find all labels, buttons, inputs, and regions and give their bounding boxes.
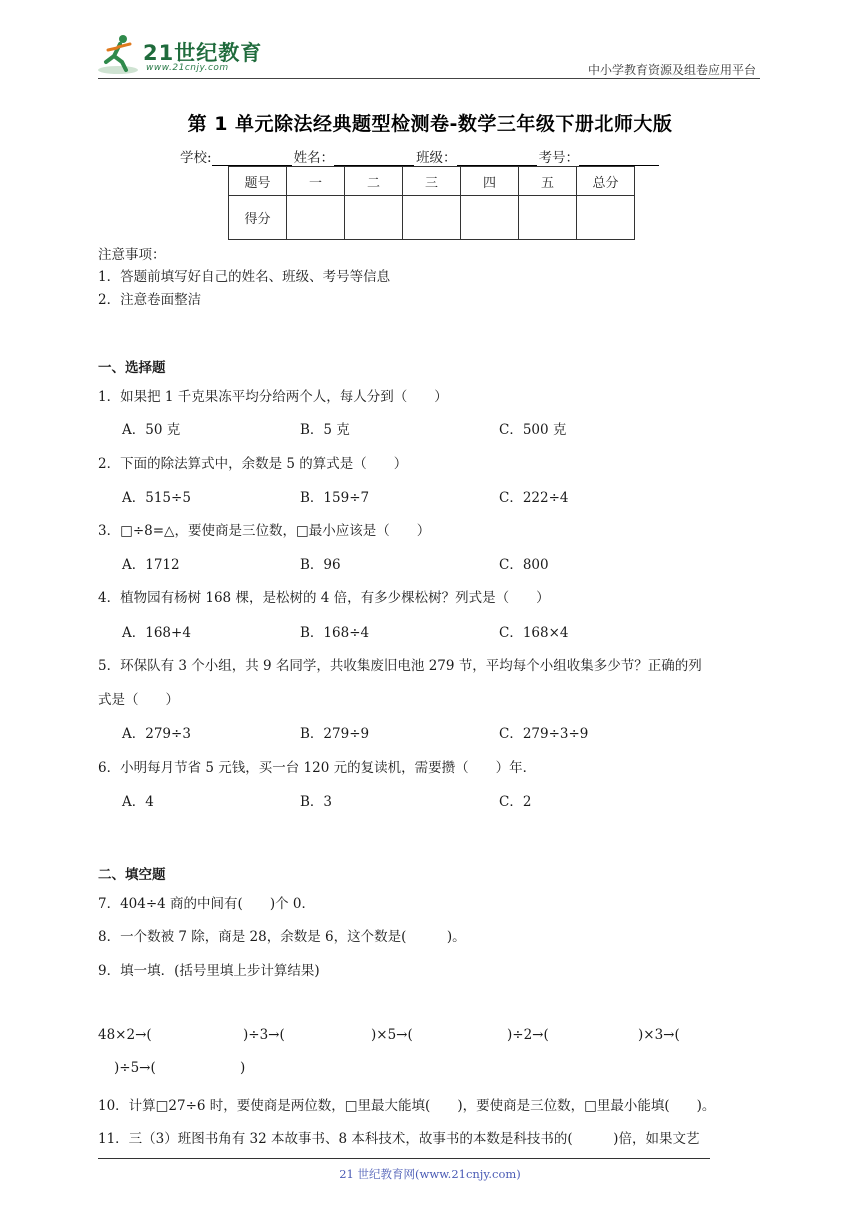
q2-option-c[interactable]: C．222÷4	[499, 490, 569, 506]
header-cell: 三	[403, 167, 461, 196]
question-6: 6．小明每月节省 5 元钱，买一台 120 元的复读机，需要攒（ ）年．	[98, 760, 537, 776]
question-1: 1．如果把 1 千克果冻平均分给两个人，每人分到（ ）	[98, 389, 448, 405]
q6-option-a[interactable]: A．4	[122, 794, 154, 810]
header-cell: 总分	[577, 167, 635, 196]
question-4: 4．植物园有杨树 168 棵，是松树的 4 倍，有多少棵松树？列式是（ ）	[98, 590, 550, 606]
q4-option-c[interactable]: C．168×4	[499, 625, 569, 641]
header-cell: 题号	[229, 167, 287, 196]
q6-option-c[interactable]: C．2	[499, 794, 532, 810]
student-info-row	[180, 146, 661, 166]
score-cell[interactable]	[577, 196, 635, 240]
note-item: 2．注意卷面整洁	[98, 292, 202, 308]
name-label: 姓名：	[293, 150, 335, 166]
score-cell[interactable]	[287, 196, 345, 240]
header-cell: 二	[345, 167, 403, 196]
q1-option-b[interactable]: B．5 克	[300, 422, 350, 438]
q3-option-c[interactable]: C．800	[499, 557, 549, 573]
section-title-choice: 一、选择题	[98, 360, 166, 376]
q5-option-a[interactable]: A．279÷3	[122, 726, 191, 742]
class-label: 班级：	[416, 150, 457, 166]
notes-title: 注意事项：	[98, 247, 166, 263]
score-table-score-row	[229, 196, 635, 240]
name-blank[interactable]	[334, 150, 414, 166]
logo-runner-icon	[96, 32, 144, 76]
note-item: 1．答题前填写好自己的姓名、班级、考号等信息	[98, 269, 391, 285]
q9-chain-step: )×5→(	[371, 1027, 413, 1043]
q9-chain-step: )÷3→(	[243, 1027, 285, 1043]
page-title: 第 1 单元除法经典题型检测卷-数学三年级下册北师大版	[187, 113, 673, 135]
score-cell[interactable]	[403, 196, 461, 240]
question-10: 10．计算□27÷6 时，要使商是两位数，□里最大能填( )，要使商是三位数，□里最小能填( )。	[98, 1098, 716, 1114]
logo-text: 21世纪教育	[143, 41, 263, 65]
q1-option-a[interactable]: A．50 克	[122, 422, 181, 438]
q4-option-b[interactable]: B．168÷4	[300, 625, 370, 641]
q1-option-c[interactable]: C．500 克	[499, 422, 567, 438]
header-divider	[98, 78, 760, 79]
question-2: 2．下面的除法算式中，余数是 5 的算式是（ ）	[98, 456, 408, 472]
q2-option-a[interactable]: A．515÷5	[122, 490, 191, 506]
header-cell: 四	[461, 167, 519, 196]
q9-chain-step: )	[240, 1060, 246, 1076]
header-platform-text: 中小学教育资源及组卷应用平台	[587, 63, 756, 77]
question-9: 9．填一填．(括号里填上步计算结果)	[98, 963, 320, 979]
question-8: 8．一个数被 7 除，商是 28，余数是 6，这个数是( )。	[98, 929, 466, 945]
question-11: 11．三（3）班图书角有 32 本故事书、8 本科技术，故事书的本数是科技书的( )倍，如果文艺	[98, 1131, 700, 1147]
score-cell[interactable]	[345, 196, 403, 240]
q9-chain-step: )÷2→(	[507, 1027, 549, 1043]
question-5-line1: 5．环保队有 3 个小组，共 9 名同学，共收集废旧电池 279 节，平均每个小组收集多少节？正确的列	[98, 658, 702, 674]
question-7: 7．404÷4 商的中间有( )个 0．	[98, 896, 315, 912]
q3-option-b[interactable]: B．96	[300, 557, 341, 573]
q2-option-b[interactable]: B．159÷7	[300, 490, 370, 506]
score-cell[interactable]	[461, 196, 519, 240]
q5-option-b[interactable]: B．279÷9	[300, 726, 370, 742]
footer-divider	[98, 1158, 710, 1159]
q9-chain-step: )×3→(	[638, 1027, 680, 1043]
school-label: 学校:	[180, 150, 212, 166]
number-label: 考号：	[538, 150, 580, 166]
question-5-line2: 式是（ ）	[98, 692, 179, 708]
q9-chain-step: 48×2→(	[98, 1027, 152, 1043]
section-title-fill: 二、填空题	[98, 867, 166, 883]
q4-option-a[interactable]: A．168+4	[122, 625, 191, 641]
q6-option-b[interactable]: B．3	[300, 794, 333, 810]
score-row-label: 得分	[229, 196, 287, 240]
number-blank[interactable]	[579, 150, 659, 166]
header-cell: 五	[519, 167, 577, 196]
q9-chain-step: )÷5→(	[114, 1060, 156, 1076]
score-table-header-row	[229, 167, 635, 196]
score-cell[interactable]	[519, 196, 577, 240]
footer-text[interactable]: 21 世纪教育网(www.21cnjy.com)	[339, 1167, 521, 1181]
q3-option-a[interactable]: A．1712	[122, 557, 180, 573]
class-blank[interactable]	[457, 150, 537, 166]
score-table	[228, 166, 635, 240]
question-3: 3．□÷8=△，要使商是三位数，□最小应该是（ ）	[98, 523, 431, 539]
school-blank[interactable]	[212, 150, 292, 166]
q5-option-c[interactable]: C．279÷3÷9	[499, 726, 589, 742]
logo-url: www.21cnjy.com	[146, 63, 229, 73]
header-cell: 一	[287, 167, 345, 196]
